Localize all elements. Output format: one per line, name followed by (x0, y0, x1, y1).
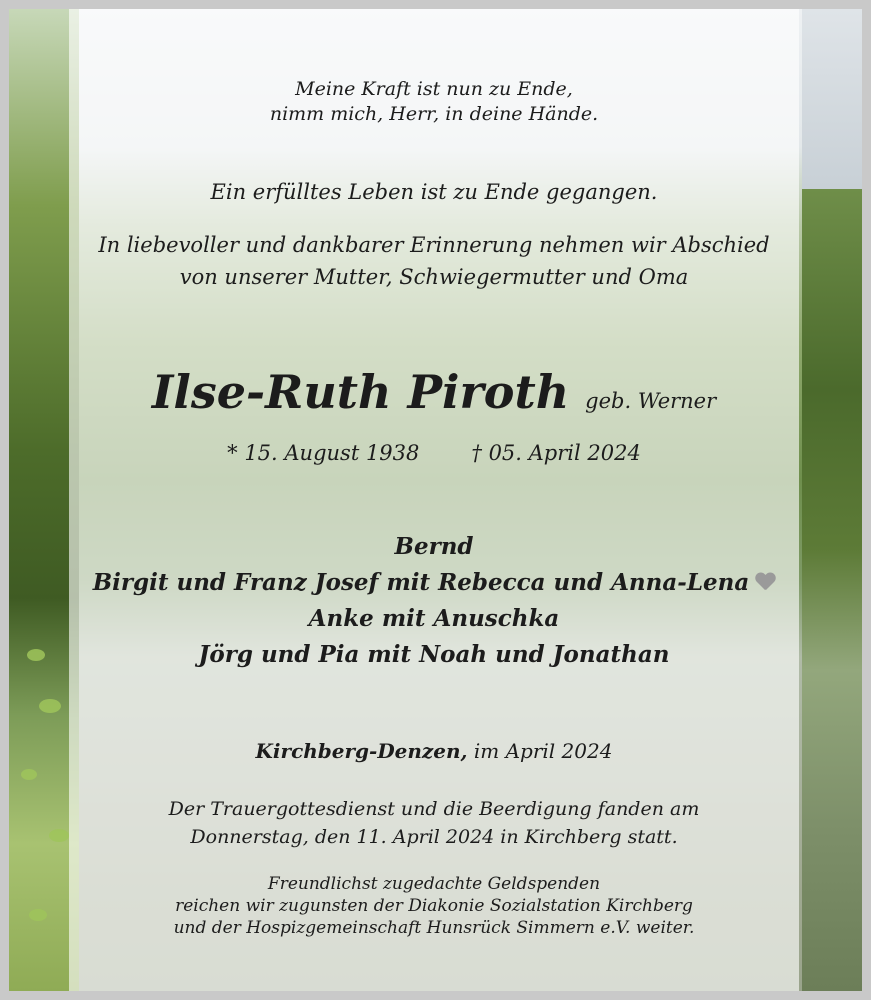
donation-line: reichen wir zugunsten der Diakonie Sozialstation Kirchberg (175, 896, 693, 916)
farewell-line: In liebevoller und dankbarer Erinnerung nehmen wir Abschied (98, 233, 770, 257)
family-list (69, 529, 799, 673)
birth-name: geb. Werner (585, 389, 717, 413)
notice-text (69, 9, 799, 991)
service-line: Der Trauergottesdienst und die Beerdigung fanden am (168, 798, 700, 820)
farewell-text (69, 229, 799, 293)
service-line: Donnerstag, den 11. April 2024 in Kirchberg statt. (190, 826, 678, 848)
family-member: Jörg und Pia mit Noah und Jonathan (198, 641, 670, 668)
birth-date: * 15. August 1938 (227, 441, 420, 465)
verse-line: nimm mich, Herr, in deine Hände. (269, 103, 599, 125)
intro-line: Ein erfülltes Leben ist zu Ende gegangen. (210, 180, 658, 204)
sky (802, 9, 862, 189)
death-date: † 05. April 2024 (471, 441, 641, 465)
donation-line: Freundlichst zugedachte Geldspenden (267, 874, 601, 894)
place-month: im April 2024 (473, 739, 613, 763)
family-member-row (69, 565, 799, 601)
family-member: Bernd (394, 533, 474, 560)
deceased-name-block (69, 365, 799, 428)
heart-icon (755, 573, 775, 591)
service-info (69, 795, 799, 851)
donation-info (69, 873, 799, 939)
background-photo (9, 9, 862, 991)
farewell-line: von unserer Mutter, Schwiegermutter und Oma (179, 265, 689, 289)
donation-line: und der Hospizgemeinschaft Hunsrück Simmern e.V. weiter. (173, 918, 695, 938)
trees-right (802, 189, 862, 991)
verse (69, 77, 799, 127)
family-member: Birgit und Franz Josef mit Rebecca und Anna-Lena (92, 569, 750, 596)
family-member: Anke mit Anuschka (308, 605, 560, 632)
leaf (29, 909, 47, 921)
place-date (69, 738, 799, 764)
life-dates (69, 439, 799, 467)
leaf (39, 699, 61, 713)
leaf (27, 649, 45, 661)
deceased-name: Ilse-Ruth Piroth (151, 365, 570, 419)
leaf (21, 769, 37, 780)
place-town: Kirchberg-Denzen, (255, 739, 468, 763)
leaf (49, 829, 69, 842)
verse-line: Meine Kraft ist nun zu Ende, (295, 78, 573, 100)
